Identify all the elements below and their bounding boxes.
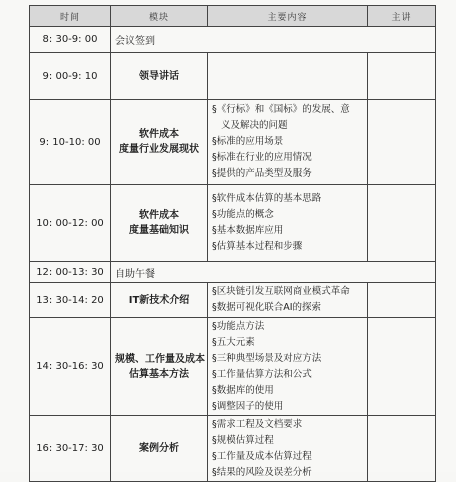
module-cell <box>111 185 208 262</box>
content-line: §三种典型场景及对应方法 <box>212 352 322 364</box>
span-cell: 自助午餐 <box>111 262 436 283</box>
content-line: §数据可视化联合AI的探索 <box>212 302 322 313</box>
time-cell: 10: 00-12: 00 <box>30 185 111 262</box>
module-line: 估算基本方法 <box>129 368 189 380</box>
header-time: 时间 <box>30 6 111 27</box>
content-cell <box>208 283 368 318</box>
header-speaker: 主讲 <box>368 6 436 27</box>
table-row <box>30 53 436 100</box>
table-row <box>30 185 436 262</box>
content-line: §功能点方法 <box>212 320 265 332</box>
content-cell <box>208 318 368 416</box>
header-content: 主要内容 <box>208 6 368 27</box>
time-cell: 8: 30-9: 00 <box>30 27 111 53</box>
content-line: §需求工程及文档要求 <box>212 418 303 430</box>
speaker-cell <box>368 185 436 262</box>
speaker-cell <box>368 53 436 100</box>
module-line: 软件成本 <box>139 129 179 140</box>
content-line: §工作量及成本估算过程 <box>212 450 312 462</box>
content-cell <box>208 100 368 185</box>
span-cell: 会议签到 <box>111 27 436 53</box>
content-line: §估算基本过程和步骤 <box>212 241 303 252</box>
time-cell: 12: 00-13: 30 <box>30 262 111 283</box>
table-row <box>30 283 436 318</box>
table-row <box>30 100 436 185</box>
module-cell <box>111 100 208 185</box>
content-cell <box>208 185 368 262</box>
content-line: §五大元素 <box>212 336 255 348</box>
table-row <box>30 262 436 283</box>
module-cell <box>111 318 208 416</box>
speaker-cell <box>368 100 436 185</box>
module-line: 度量行业发展现状 <box>119 144 199 155</box>
schedule-table <box>29 5 436 482</box>
content-line: §《行标》和《国标》的发展、意 <box>212 104 350 115</box>
time-cell: 16: 30-17: 30 <box>30 416 111 482</box>
speaker-cell <box>368 318 436 416</box>
content-line: §规模估算过程 <box>212 434 274 446</box>
content-line: §提供的产品类型及服务 <box>212 168 312 179</box>
content-line: §数据库的使用 <box>212 384 274 396</box>
content-line: §结果的风险及误差分析 <box>212 466 312 478</box>
content-line: 义及解决的问题 <box>221 120 288 131</box>
table-header-row <box>30 6 436 27</box>
header-module: 模块 <box>111 6 208 27</box>
table-row <box>30 27 436 53</box>
module-cell: IT新技术介绍 <box>111 283 208 318</box>
time-cell: 13: 30-14: 20 <box>30 283 111 318</box>
module-line: 度量基础知识 <box>129 225 189 236</box>
table-row <box>30 318 436 416</box>
content-line: §基本数据库应用 <box>212 225 284 236</box>
module-line: 软件成本 <box>139 210 179 221</box>
content-cell <box>208 53 368 100</box>
module-cell: 领导讲话 <box>111 53 208 100</box>
content-line: §标准在行业的应用情况 <box>212 152 312 163</box>
speaker-cell <box>368 283 436 318</box>
time-cell: 9: 10-10: 00 <box>30 100 111 185</box>
content-line: §标准的应用场景 <box>212 136 284 147</box>
content-line: §区块链引发互联网商业模式革命 <box>212 286 350 297</box>
module-cell: 案例分析 <box>111 416 208 482</box>
content-line: §软件成本估算的基本思路 <box>212 193 322 204</box>
time-cell: 14: 30-16: 30 <box>30 318 111 416</box>
content-line: §功能点的概念 <box>212 209 274 220</box>
content-line: §工作量估算方法和公式 <box>212 368 312 380</box>
module-line: 规模、工作量及成本 <box>115 353 205 365</box>
content-line: §调整因子的使用 <box>212 400 284 412</box>
time-cell: 9: 00-9: 10 <box>30 53 111 100</box>
